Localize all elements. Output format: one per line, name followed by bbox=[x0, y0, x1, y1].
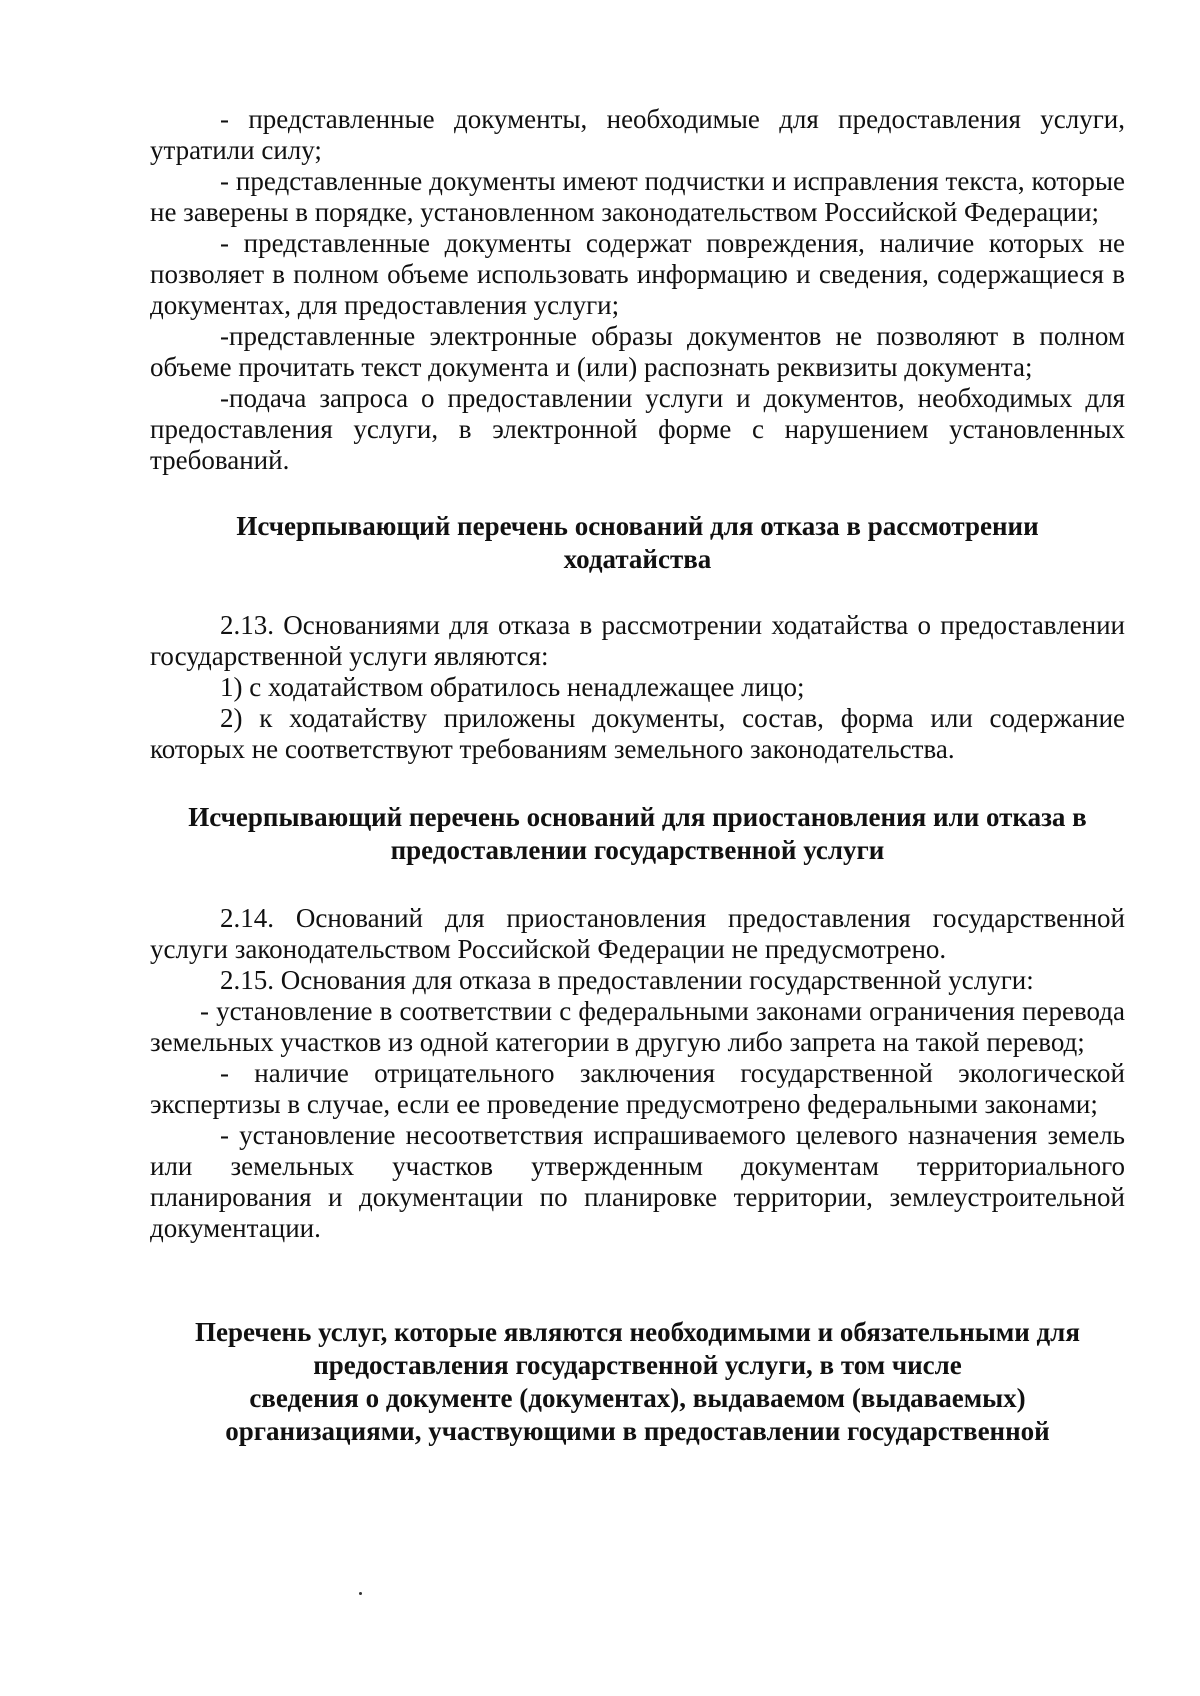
heading-line: Исчерпывающий перечень оснований для отказа в рассмотрении bbox=[236, 511, 1039, 541]
paragraph-electronic-images: -представленные электронные образы документов не позволяют в полном объеме прочитать текст документа и (или) распознать реквизиты документа; bbox=[150, 321, 1125, 382]
paragraph-2-14: 2.14. Оснований для приостановления предоставления государственной услуги законодательством Российской Федерации не предусмотрено. bbox=[150, 903, 1125, 964]
paragraph-electronic-request: -подача запроса о предоставлении услуги и документов, необходимых для предоставления услуги, в электронной форме с нарушением установленных требований. bbox=[150, 383, 1125, 475]
spacer bbox=[150, 476, 1125, 510]
paragraph-2-13-item-2: 2) к ходатайству приложены документы, состав, форма или содержание которых не соответствуют требованиям земельного законодательства. bbox=[150, 703, 1125, 764]
paragraph-documents-damaged: - представленные документы содержат повреждения, наличие которых не позволяет в полном объеме использовать информацию и сведения, содержащиеся в документах, для предоставления услуги; bbox=[150, 228, 1125, 320]
paragraph-documents-expired: - представленные документы, необходимые для предоставления услуги, утратили силу; bbox=[150, 104, 1125, 165]
heading-line: организациями, участвующими в предоставлении государственной bbox=[225, 1416, 1050, 1446]
paragraph-2-13: 2.13. Основаниями для отказа в рассмотрении ходатайства о предоставлении государственной услуги являются: bbox=[150, 610, 1125, 671]
section-heading-required-services bbox=[150, 1316, 1125, 1448]
paragraph-2-15-ecological: - наличие отрицательного заключения государственной экологической экспертизы в случае, если ее проведение предусмотрено федеральными законами; bbox=[150, 1058, 1125, 1119]
paragraph-2-13-item-1: 1) с ходатайством обратилось ненадлежащее лицо; bbox=[220, 672, 805, 702]
heading-line: сведения о документе (документах), выдаваемом (выдаваемых) bbox=[249, 1383, 1026, 1413]
scan-speck bbox=[359, 1592, 362, 1595]
paragraph-documents-corrections: - представленные документы имеют подчистки и исправления текста, которые не заверены в порядке, установленном законодательством Российской Федерации; bbox=[150, 166, 1125, 227]
heading-line: предоставления государственной услуги, в том числе bbox=[313, 1350, 962, 1380]
spacer bbox=[150, 1244, 1125, 1316]
paragraph-2-15: 2.15. Основания для отказа в предоставлении государственной услуги: bbox=[220, 965, 1034, 995]
spacer bbox=[150, 576, 1125, 610]
paragraph-2-15-mismatch: - установление несоответствия испрашиваемого целевого назначения земель или земельных участков утвержденным документам территориального планирования и документации по планировке территории, землеустроительной документации. bbox=[150, 1120, 1125, 1243]
section-heading-refusal-review bbox=[150, 510, 1125, 576]
heading-line: Исчерпывающий перечень оснований для приостановления или отказа в bbox=[188, 802, 1087, 832]
heading-line: ходатайства bbox=[563, 544, 712, 574]
heading-line: предоставлении государственной услуги bbox=[390, 835, 885, 865]
paragraph-2-15-restriction: - установление в соответствии с федеральными законами ограничения перевода земельных участков из одной категории в другую либо запрета на такой перевод; bbox=[150, 996, 1125, 1057]
section-heading-suspension-refusal bbox=[150, 801, 1125, 867]
spacer bbox=[150, 867, 1125, 903]
heading-line: Перечень услуг, которые являются необходимыми и обязательными для bbox=[195, 1317, 1080, 1347]
spacer bbox=[150, 765, 1125, 801]
document-body bbox=[150, 104, 1125, 1448]
